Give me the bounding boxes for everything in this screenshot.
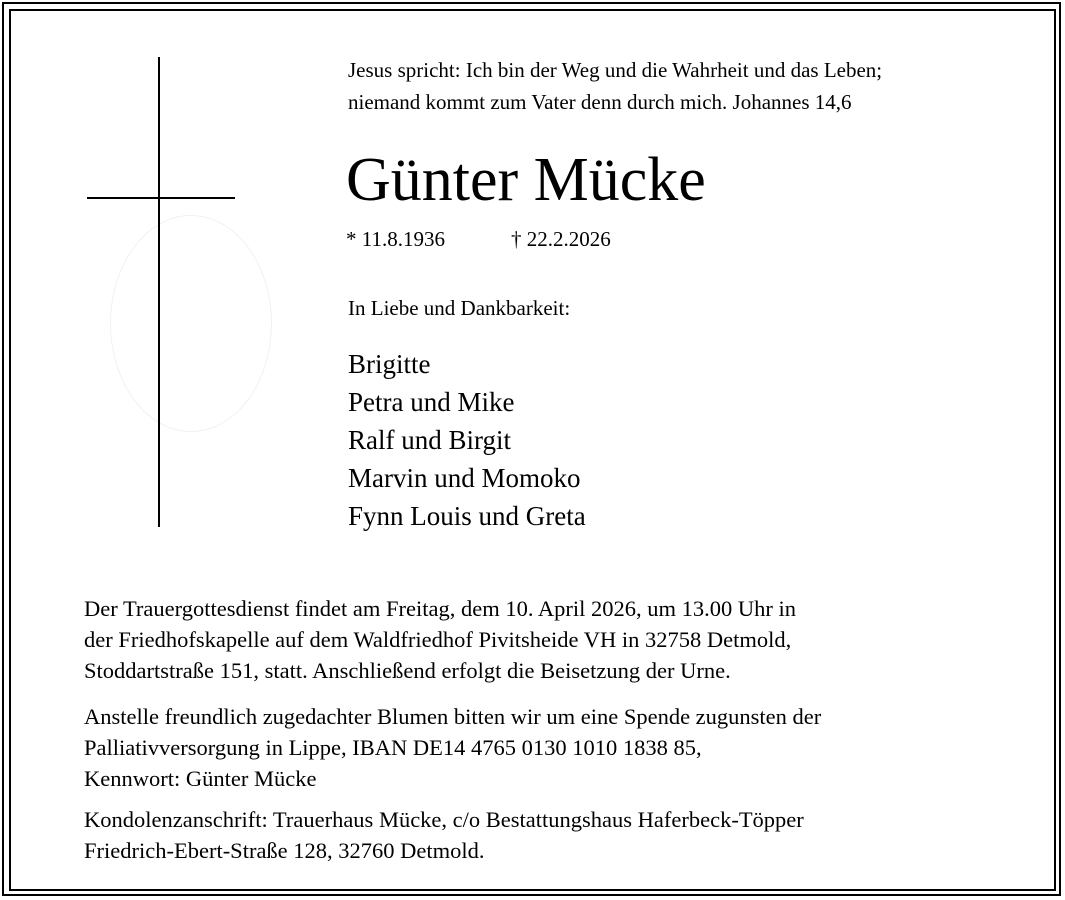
cross-halo (110, 215, 272, 432)
condolence-address-line: Friedrich-Ebert-Straße 128, 32760 Detmold. (84, 838, 485, 863)
death-date: † 22.2.2026 (511, 227, 611, 251)
birth-date: * 11.8.1936 (346, 227, 445, 251)
mourner-name: Petra und Mike (348, 387, 515, 417)
bible-verse-line: niemand kommt zum Vater denn durch mich. Johannes 14,6 (348, 90, 852, 114)
service-info-line: der Friedhofskapelle auf dem Waldfriedhof Pivitsheide VH in 32758 Detmold, (84, 627, 792, 652)
mourner-name: Brigitte (348, 349, 431, 379)
donation-info-line: Palliativversorgung in Lippe, IBAN DE14 4765 0130 1010 1838 85, (84, 735, 702, 760)
condolence-address-line: Kondolenzanschrift: Trauerhaus Mücke, c/o Bestattungshaus Haferbeck-Töpper (84, 807, 804, 832)
condolence-address (84, 804, 804, 866)
cross-horizontal-bar (87, 197, 235, 199)
mourner-name: Marvin und Momoko (348, 463, 581, 493)
donation-info (84, 701, 821, 794)
donation-info-line: Anstelle freundlich zugedachter Blumen bitten wir um eine Spende zugunsten der (84, 704, 822, 729)
service-info (84, 593, 796, 686)
service-info-line: Der Trauergottesdienst findet am Freitag, dem 10. April 2026, um 13.00 Uhr in (84, 596, 797, 621)
mourner-name: Ralf und Birgit (348, 425, 512, 455)
bible-verse-line: Jesus spricht: Ich bin der Weg und die Wahrheit und das Leben; (348, 58, 883, 82)
mourners-list (348, 345, 586, 535)
deceased-name: Günter Mücke (346, 146, 706, 214)
dedication-line: In Liebe und Dankbarkeit: (348, 296, 571, 320)
cross-vertical-bar (158, 57, 160, 527)
donation-info-line: Kennwort: Günter Mücke (84, 766, 317, 791)
bible-verse (348, 54, 882, 118)
mourner-name: Fynn Louis und Greta (348, 501, 586, 531)
service-info-line: Stoddartstraße 151, statt. Anschließend erfolgt die Beisetzung der Urne. (84, 658, 731, 683)
